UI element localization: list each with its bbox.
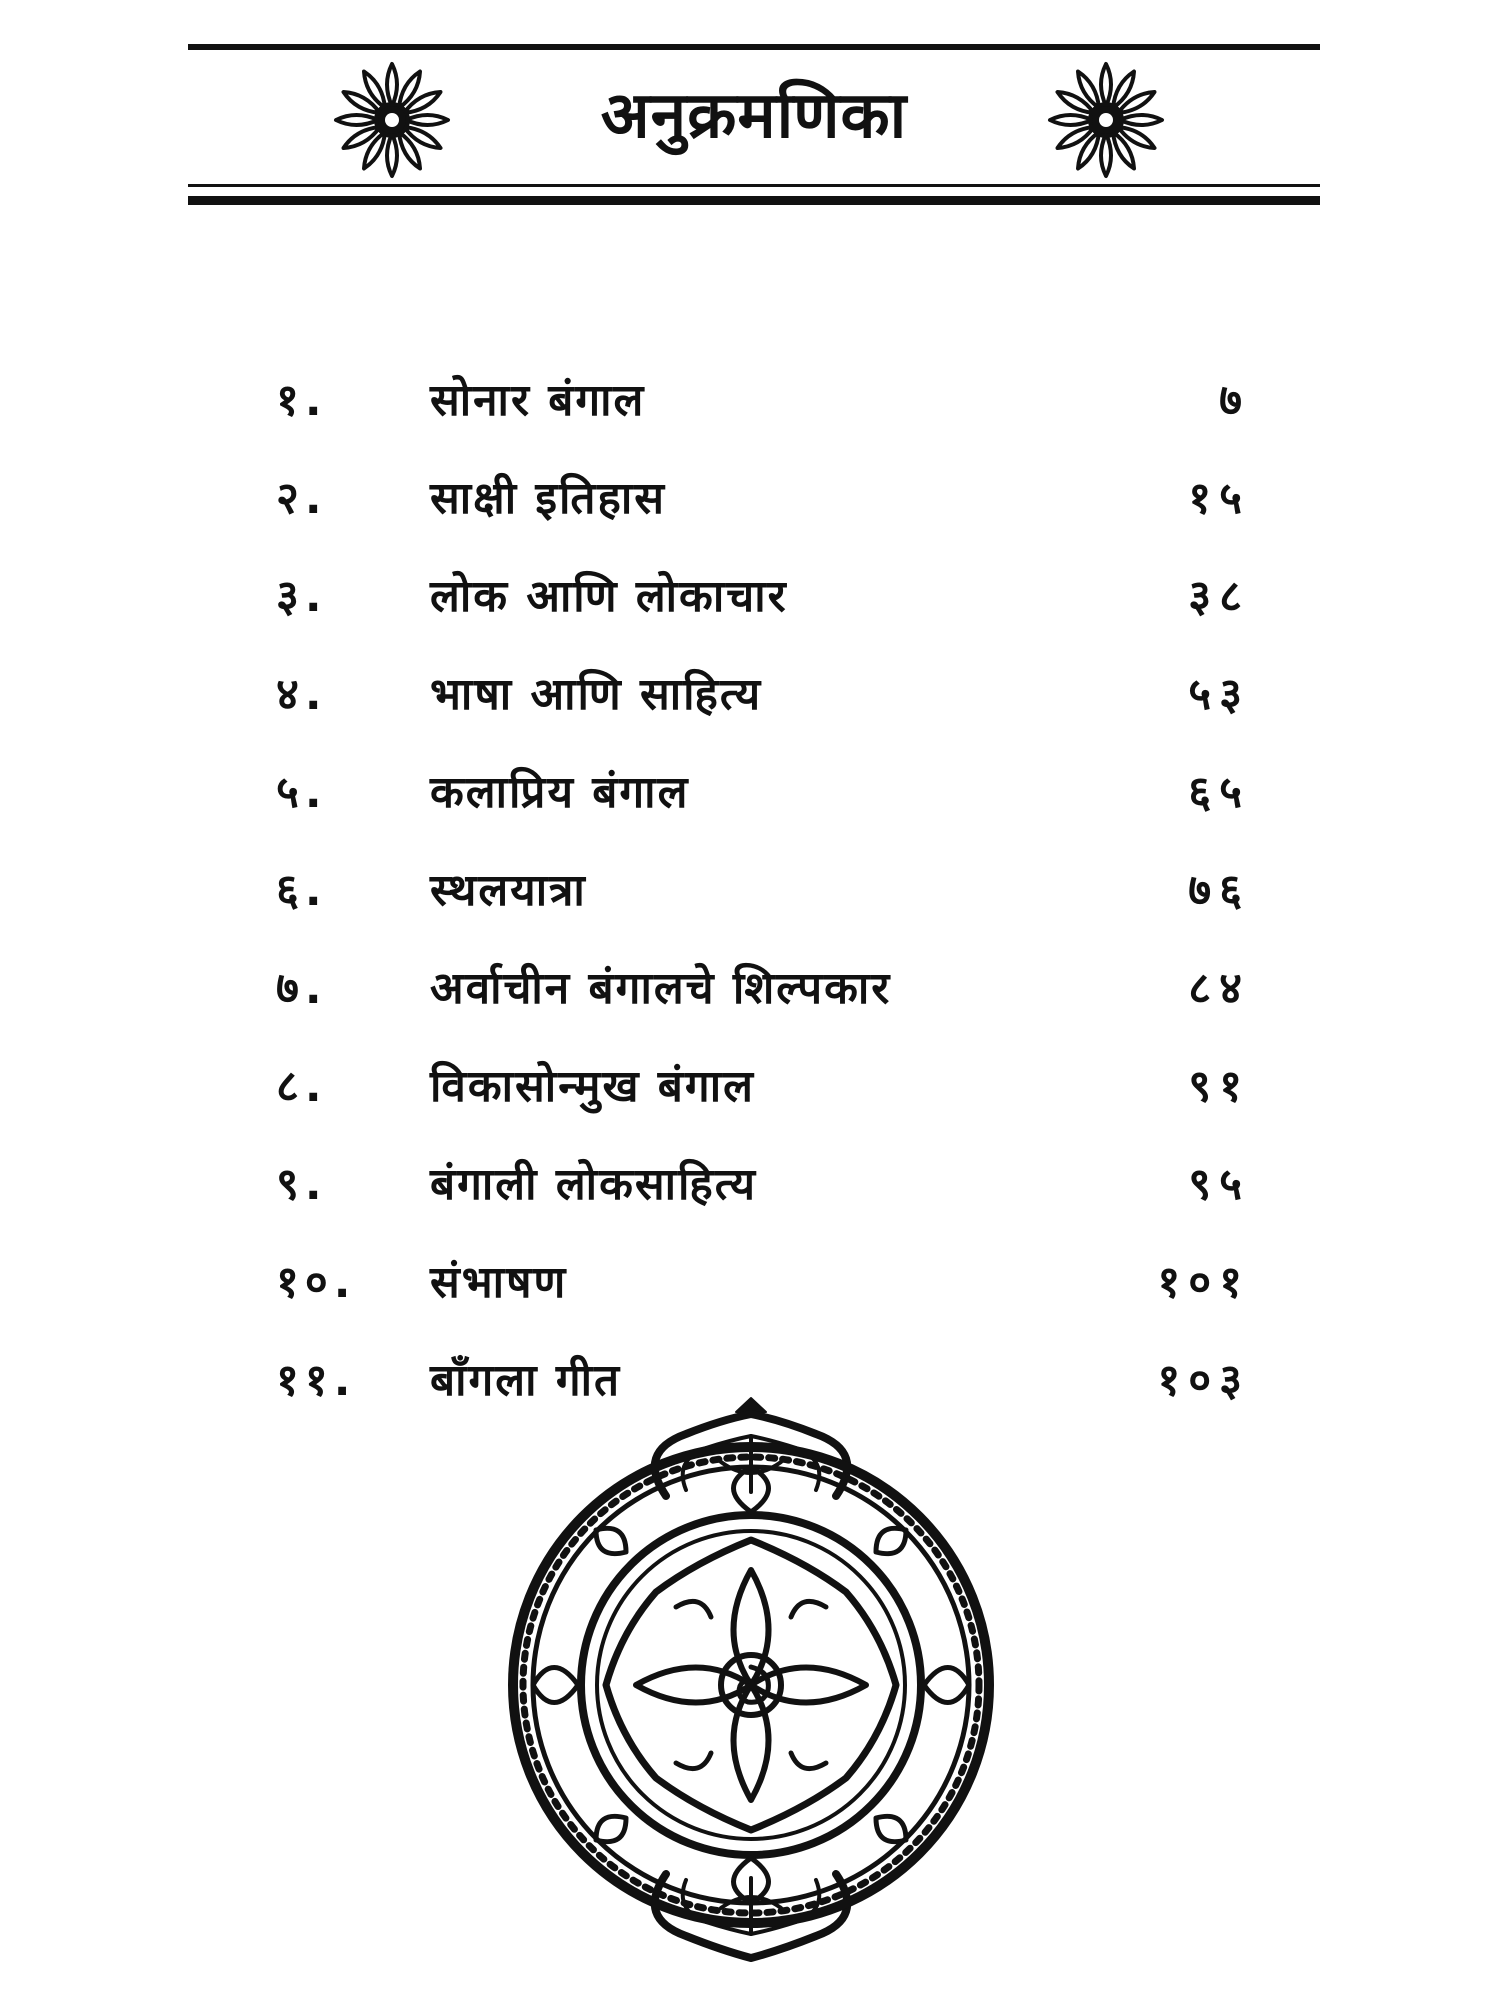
toc-entry-page: ५३	[1188, 669, 1250, 720]
toc-entry-title: सोनार बंगाल	[430, 375, 646, 426]
toc-entry-page: ३८	[1188, 571, 1250, 622]
toc-entry-number: ९.	[276, 1159, 328, 1210]
toc-entry-7	[270, 954, 1280, 1052]
toc-entry-title: कलाप्रिय बंगाल	[430, 767, 690, 818]
header-top-rule	[188, 44, 1320, 50]
toc-entry-5	[270, 758, 1280, 856]
toc-entry-number: ४.	[276, 669, 328, 720]
toc-entry-1	[270, 366, 1280, 464]
toc-entry-title: विकासोन्मुख बंगाल	[430, 1061, 755, 1112]
toc-entry-number: ३.	[276, 571, 328, 622]
toc-entry-title: स्थलयात्रा	[430, 865, 587, 916]
toc-entry-title: साक्षी इतिहास	[430, 473, 666, 524]
toc-entry-9	[270, 1150, 1280, 1248]
toc-entry-6	[270, 856, 1280, 954]
toc-entry-page: ८४	[1188, 963, 1250, 1014]
page-title: अनुक्रमणिका	[600, 79, 908, 153]
toc-entry-title: संभाषण	[430, 1257, 568, 1308]
toc-entry-title: अर्वाचीन बंगालचे शिल्पकार	[430, 963, 892, 1014]
toc-entry-page: ९१	[1188, 1061, 1250, 1112]
toc-entry-title: लोक आणि लोकाचार	[430, 571, 788, 622]
toc-entry-2	[270, 464, 1280, 562]
toc-entry-10	[270, 1248, 1280, 1346]
toc-entry-page: ७६	[1188, 865, 1250, 916]
toc-entry-number: ६.	[276, 865, 328, 916]
toc-entry-number: २.	[276, 473, 328, 524]
toc-entry-number: १.	[276, 375, 328, 426]
toc-entry-3	[270, 562, 1280, 660]
toc-entry-page: १५	[1188, 473, 1250, 524]
toc-entry-number: १०.	[276, 1257, 357, 1308]
toc-entry-title: बंगाली लोकसाहित्य	[430, 1159, 758, 1210]
toc-entry-title: भाषा आणि साहित्य	[430, 669, 763, 720]
mandala-ornament-icon	[486, 1392, 1016, 1978]
toc-entry-page: १०१	[1157, 1257, 1250, 1308]
toc-entry-number: ७.	[276, 963, 328, 1014]
header-bottom-thin-rule	[188, 184, 1320, 187]
toc-entry-page: ९५	[1188, 1159, 1250, 1210]
toc-entry-page: ७	[1219, 375, 1250, 426]
toc-entry-page: ६५	[1188, 767, 1250, 818]
toc-entry-number: ५.	[276, 767, 328, 818]
flower-ornament-icon	[1044, 58, 1168, 182]
page-header	[188, 44, 1320, 208]
toc-entry-8	[270, 1052, 1280, 1150]
toc-entry-4	[270, 660, 1280, 758]
toc-entry-title: बाँगला गीत	[430, 1355, 622, 1406]
toc-entry-number: ११.	[276, 1355, 357, 1406]
table-of-contents	[270, 366, 1280, 1444]
toc-entry-number: ८.	[276, 1061, 328, 1112]
toc-entry-page: १०३	[1157, 1355, 1250, 1406]
header-bottom-thick-rule	[188, 196, 1320, 205]
